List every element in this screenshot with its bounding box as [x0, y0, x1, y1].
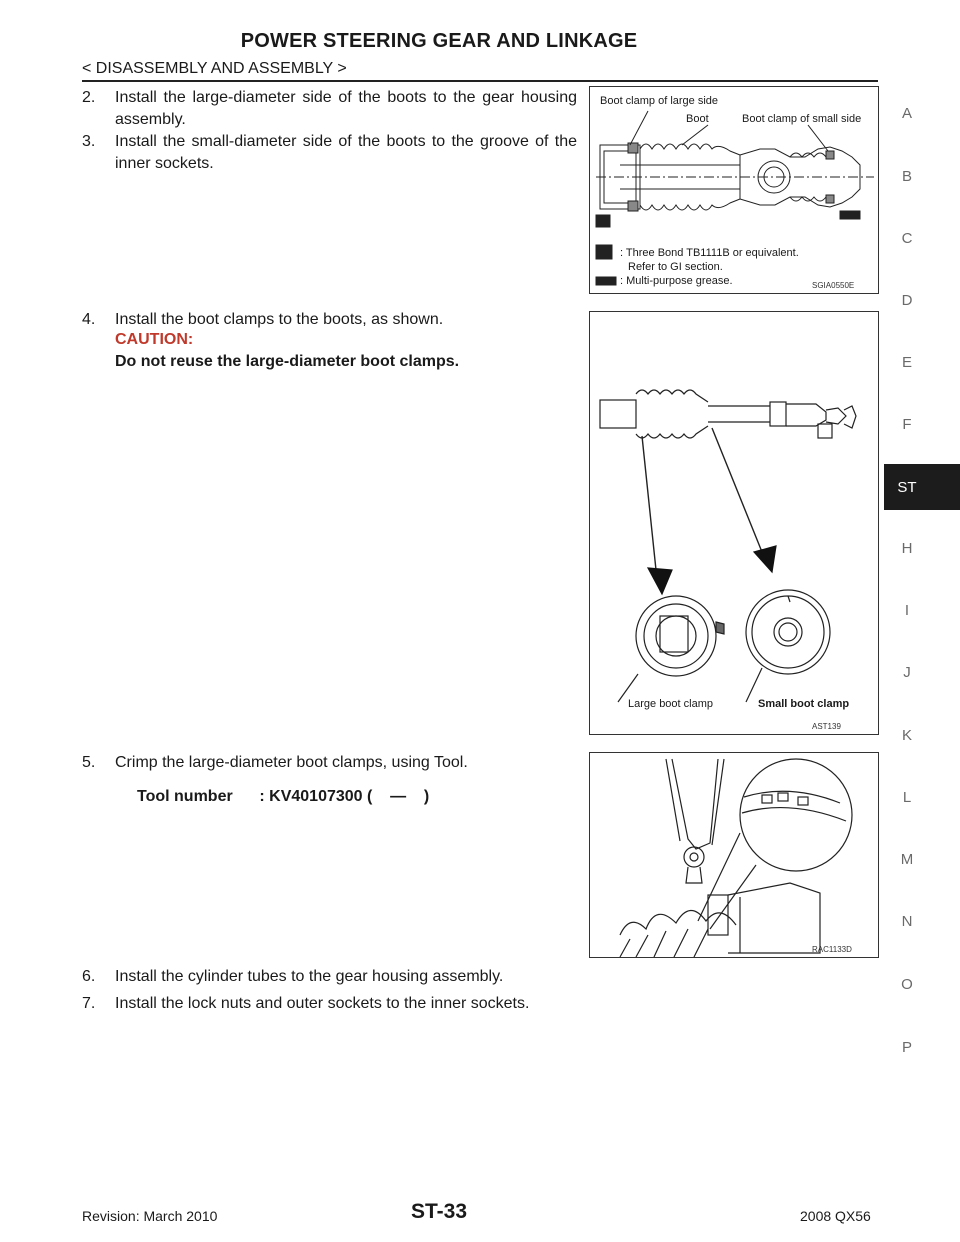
section-subtitle: < DISASSEMBLY AND ASSEMBLY >	[82, 60, 347, 77]
index-tab-f[interactable]: F	[902, 416, 912, 433]
label-small-boot-clamp: Small boot clamp	[758, 698, 850, 710]
step-4: 4. Install the boot clamps to the boots, as shown.	[82, 309, 577, 331]
figure-code: RAC1133D	[812, 945, 852, 954]
step-6-text: Install the cylinder tubes to the gear housing assembly.	[115, 968, 504, 985]
label-small-clamp: Boot clamp of small side	[742, 113, 862, 125]
figure-boot-clamps-section	[589, 86, 879, 294]
clamp-install-illustration	[590, 312, 880, 736]
index-tab-h[interactable]: H	[901, 540, 913, 557]
step-7: 7. Install the lock nuts and outer sockets to the inner sockets.	[82, 993, 577, 1015]
index-tab-n[interactable]: N	[901, 913, 913, 930]
crimp-tool-illustration	[590, 753, 880, 959]
index-tab-i[interactable]: I	[904, 602, 910, 619]
step-3-text: Install the small-diameter side of the boots to the groove of the inner sockets.	[115, 133, 577, 172]
section-index	[884, 0, 960, 1242]
index-tab-c[interactable]: C	[901, 230, 913, 247]
index-tab-e[interactable]: E	[901, 354, 912, 371]
figure-code: SGIA0550E	[812, 281, 855, 290]
step-5: 5. Crimp the large-diameter boot clamps, using Tool.	[82, 752, 577, 774]
step-3: 3. Install the small-diameter side of the boots to the groove of the inner sockets.	[82, 131, 577, 175]
step-5-text: Crimp the large-diameter boot clamps, using Tool.	[115, 754, 468, 771]
index-tab-j[interactable]: J	[903, 664, 911, 681]
step-4-text: Install the boot clamps to the boots, as shown.	[115, 311, 444, 328]
figure-code: AST139	[812, 722, 841, 731]
index-tab-d[interactable]: D	[901, 292, 913, 309]
label-large-clamp: Boot clamp of large side	[600, 95, 719, 107]
step-6: 6. Install the cylinder tubes to the gear housing assembly.	[82, 966, 577, 988]
label-large-boot-clamp: Large boot clamp	[628, 698, 713, 710]
page-title: POWER STEERING GEAR AND LINKAGE	[240, 30, 638, 52]
footer-revision: Revision: March 2010	[82, 1208, 218, 1224]
page-number: ST-33	[410, 1200, 468, 1223]
legend-sealant: : Three Bond TB1111B or equivalent.	[620, 247, 799, 259]
tool-number: Tool number : KV40107300 ( — )	[137, 788, 430, 805]
step-7-text: Install the lock nuts and outer sockets to the inner sockets.	[115, 995, 530, 1012]
step-2-text: Install the large-diameter side of the boots to the gear housing assembly.	[115, 89, 577, 128]
caution-text: Do not reuse the large-diameter boot clamps.	[115, 353, 460, 370]
index-tab-p[interactable]: P	[901, 1039, 912, 1056]
step-2: 2. Install the large-diameter side of the boots to the gear housing assembly.	[82, 87, 577, 131]
legend-sealant-ref: Refer to GI section.	[628, 261, 723, 273]
legend-grease: : Multi-purpose grease.	[620, 275, 733, 287]
figure-boot-clamps-install	[589, 311, 879, 735]
figure-crimp-tool	[589, 752, 879, 958]
index-tab-l[interactable]: L	[902, 789, 912, 806]
index-tab-a[interactable]: A	[901, 105, 912, 122]
label-boot: Boot	[686, 113, 709, 125]
caution-label: CAUTION:	[115, 331, 194, 348]
index-tab-st-active[interactable]: ST	[884, 464, 960, 510]
index-tab-o[interactable]: O	[901, 976, 913, 993]
header-divider	[82, 80, 878, 82]
index-tab-m[interactable]: M	[900, 851, 914, 868]
footer-model: 2008 QX56	[800, 1208, 871, 1224]
index-tab-k[interactable]: K	[901, 727, 912, 744]
index-tab-b[interactable]: B	[901, 168, 912, 185]
